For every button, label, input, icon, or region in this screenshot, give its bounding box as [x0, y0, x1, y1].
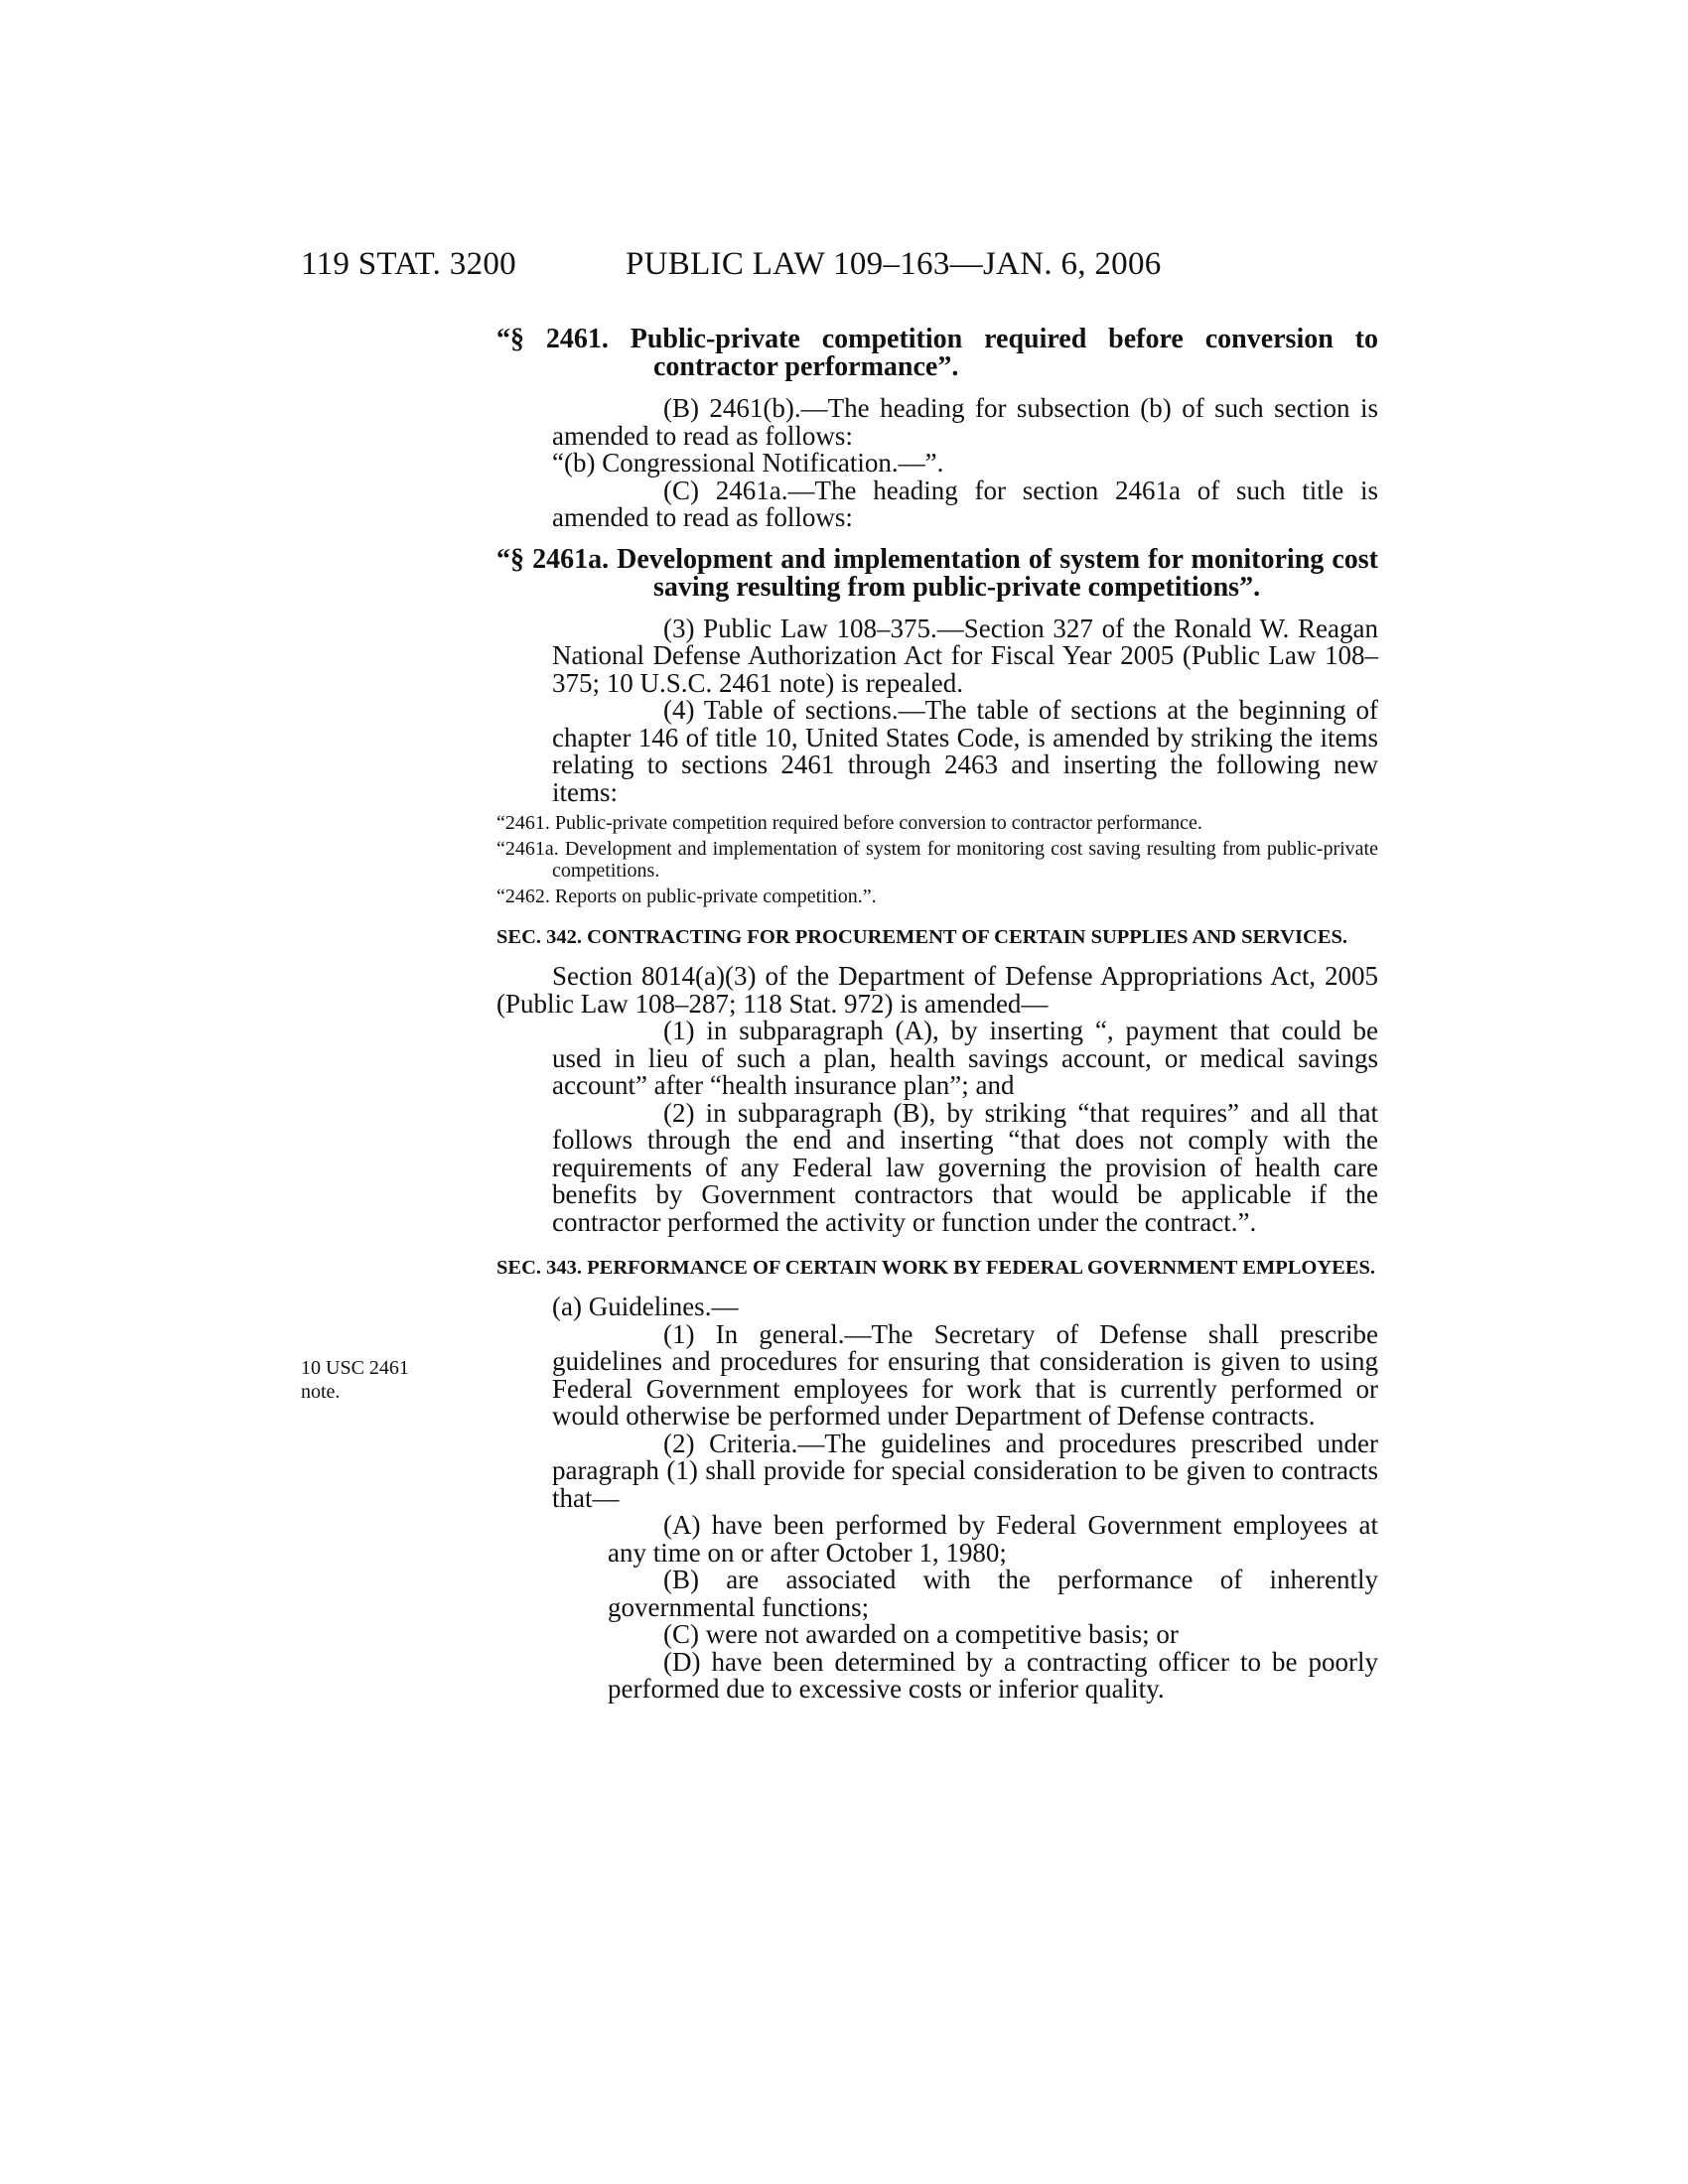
section-342-title: SEC. 342. CONTRACTING FOR PROCUREMENT OF CERTAIN SUPPLIES AND SERVICES. — [496, 926, 1348, 948]
section-343-criterion-b: (B) are associated with the performance of inherently governmental functions; — [608, 1565, 1378, 1622]
section-342-item-1: (1) in subparagraph (A), by inserting “, payment that could be used in lieu of such a plan, health savings account, or medical savings account” after “health insurance plan”; and — [552, 1016, 1378, 1100]
table-of-sections — [496, 812, 1378, 907]
toc-item: “2461a. Development and implementation of system for monitoring cost saving resulting from public-private competitions. — [496, 838, 1378, 882]
paragraph-4: (4) Table of sections.—The table of sections at the beginning of chapter 146 of title 10, United States Code, is amended by striking the items relating to sections 2461 through 2463 and inserting the following new items: — [552, 695, 1378, 807]
section-343-criterion-a: (A) have been performed by Federal Government employees at any time on or after October 1, 1980; — [608, 1510, 1378, 1568]
section-342-intro: Section 8014(a)(3) of the Department of Defense Appropriations Act, 2005 (Public Law 108–287; 118 Stat. 972) is amended— — [496, 961, 1378, 1019]
margin-note-usc — [301, 1356, 409, 1404]
page-stat-reference: 119 STAT. 3200 — [301, 246, 516, 282]
section-343-criterion-c: (C) were not awarded on a competitive basis; or — [663, 1619, 1179, 1649]
section-343-criterion-d: (D) have been determined by a contracting officer to be poorly performed due to excessive costs or inferior quality. — [608, 1646, 1378, 1704]
paragraph-b-quote: “(b) Congressional Notification.—”. — [552, 448, 944, 478]
paragraph-b-lead: (B) 2461(b).—The heading for subsection (b) of such section is amended to read as follows: — [552, 393, 1378, 451]
paragraph-3: (3) Public Law 108–375.—Section 327 of the Ronald W. Reagan National Defense Authorization Act for Fiscal Year 2005 (Public Law 108–375; 10 U.S.C. 2461 note) is repealed. — [552, 613, 1378, 698]
section-343-a-heading: (a) Guidelines.— — [552, 1292, 739, 1321]
margin-note-line1: 10 USC 2461 — [301, 1357, 409, 1379]
toc-item: “2461. Public-private competition required before conversion to contractor performance. — [496, 812, 1202, 834]
paragraph-c: (C) 2461a.—The heading for section 2461a of such title is amended to read as follows: — [552, 475, 1378, 532]
margin-note-line2: note. — [301, 1381, 341, 1403]
section-heading-2461a: “§ 2461a. Development and implementation of system for monitoring cost saving resulting from public-private competitions”. — [496, 543, 1378, 603]
section-343-a1: (1) In general.—The Secretary of Defense shall prescribe guidelines and procedures for ensuring that consideration is given to using Federal Government employees for work that is currently performed or would otherwise be performed under Department of Defense contracts. — [552, 1318, 1378, 1431]
body-column — [496, 326, 1378, 1704]
section-343-title: SEC. 343. PERFORMANCE OF CERTAIN WORK BY FEDERAL GOVERNMENT EMPLOYEES. — [496, 1257, 1376, 1279]
running-header-law-title: PUBLIC LAW 109–163—JAN. 6, 2006 — [626, 246, 1162, 282]
toc-item: “2462. Reports on public-private competition.”. — [496, 886, 877, 907]
section-343-a2: (2) Criteria.—The guidelines and procedures prescribed under paragraph (1) shall provide for special consideration to be given to contracts that— — [552, 1428, 1378, 1513]
section-heading-2461: “§ 2461. Public-private competition required before conversion to contractor performance”. — [496, 324, 1378, 382]
section-342-item-2: (2) in subparagraph (B), by striking “that requires” and all that follows through the end and inserting “that does not comply with the requirements of any Federal law governing the provision of health care benefits by Government contractors that would be applicable if the contractor performed the activity or function under the contract.”. — [552, 1097, 1378, 1237]
